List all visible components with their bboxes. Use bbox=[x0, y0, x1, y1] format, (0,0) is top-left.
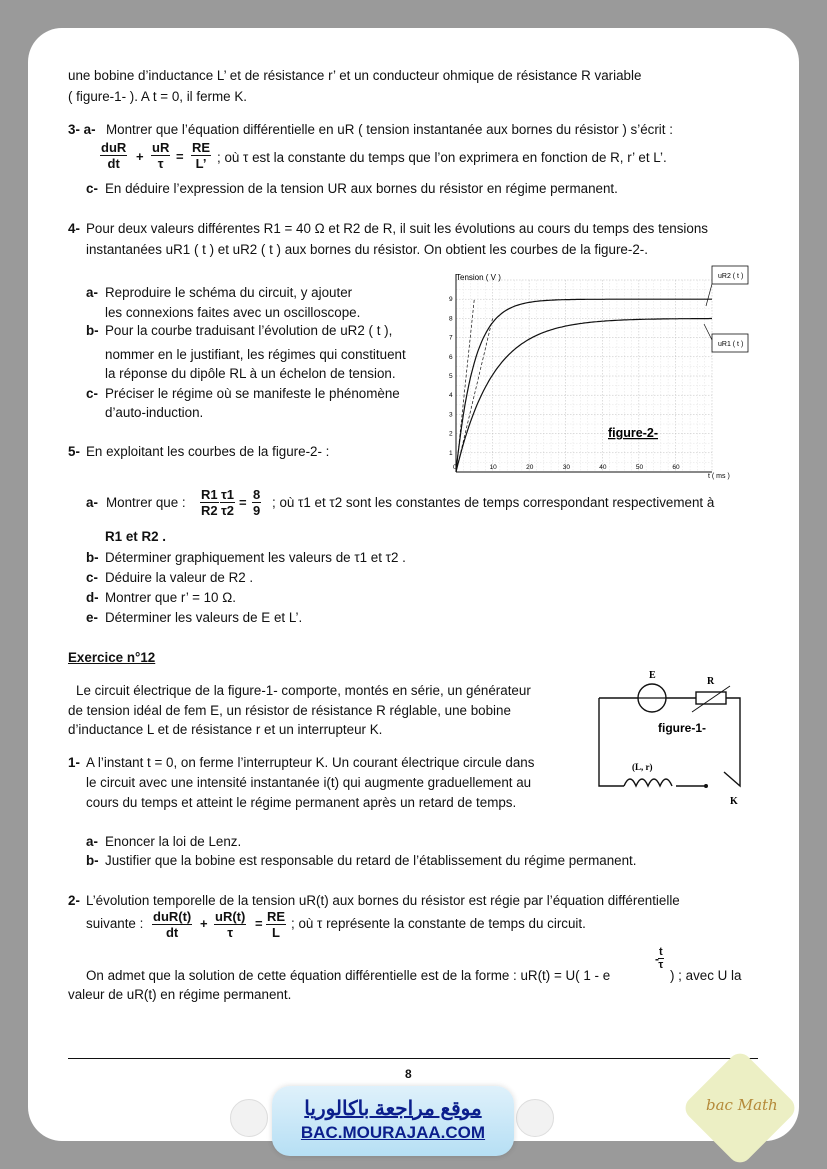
q5-c-label: c- bbox=[86, 570, 98, 585]
q4-label: 4- bbox=[68, 221, 80, 236]
curve-1 bbox=[456, 299, 712, 472]
ex12-q2-after: ; où τ représente la constante de temps du circuit. bbox=[291, 916, 586, 931]
y-tick-label: 6 bbox=[449, 353, 453, 361]
ex12-solution-line-1: On admet que la solution de cette équation différentielle est de la forme : uR(t) = U( 1 - e bbox=[86, 968, 611, 983]
q5-f-n1: R1 bbox=[201, 487, 218, 502]
intro-line-1: une bobine d’inductance L’ et de résistance r’ et un conducteur ohmique de résistance R variable bbox=[68, 68, 642, 83]
x-tick-label: 40 bbox=[599, 464, 607, 471]
q3-eq-frac-1 bbox=[100, 140, 127, 171]
q4-b-line-2: nommer en le justifiant, les régimes qui constituent bbox=[105, 347, 406, 362]
site-banner[interactable] bbox=[272, 1086, 514, 1156]
ex12-q2-pre: suivante : bbox=[86, 916, 144, 931]
ex12-p-line-2: de tension idéal de fem E, un résistor de résistance R réglable, une bobine bbox=[68, 703, 511, 718]
figure-1-caption: figure-1- bbox=[658, 721, 706, 735]
ex12-e-d1: dt bbox=[165, 925, 179, 940]
q5-f-equals: = bbox=[239, 495, 247, 510]
q3-eq-d1: dt bbox=[107, 156, 120, 171]
ex12-p-line-1: Le circuit électrique de la figure-1- comporte, montés en série, un générateur bbox=[76, 683, 531, 698]
ex12-exp-frac bbox=[658, 946, 664, 971]
q3-eq-n2: uR bbox=[152, 140, 170, 155]
site-url[interactable]: BAC.MOURAJAA.COM bbox=[300, 1123, 486, 1142]
curve-label-1: uR1 ( t ) bbox=[718, 341, 744, 348]
x-tick-label: 30 bbox=[562, 464, 570, 471]
q4-c-line-2: d’auto-induction. bbox=[105, 405, 204, 420]
q3-c-text: En déduire l’expression de la tension UR aux bornes du résistor en régime permanent. bbox=[105, 181, 618, 196]
chart-x-label: t ( ms ) bbox=[708, 473, 730, 480]
q4-b-line-3: la réponse du dipôle RL à un échelon de tension. bbox=[105, 366, 396, 381]
x-tick-label: 0 bbox=[453, 464, 457, 471]
q4-line-2: instantanées uR1 ( t ) et uR2 ( t ) aux bornes du résistor. On obtient les courbes de la figure-2-. bbox=[86, 242, 648, 257]
y-tick-label: 8 bbox=[449, 315, 453, 323]
resistor-symbol bbox=[696, 692, 726, 704]
site-name-arabic[interactable]: موقع مراجعة باكالوريا bbox=[304, 1098, 482, 1120]
page-number: 8 bbox=[405, 1067, 412, 1081]
ex12-solution-line-2: valeur de uR(t) en régime permanent. bbox=[68, 987, 292, 1002]
q5-a-text: Montrer que : bbox=[106, 495, 186, 510]
curve-label-2: uR2 ( t ) bbox=[718, 273, 744, 280]
q5-text: En exploitant les courbes de la figure-2- : bbox=[86, 444, 330, 459]
intro-line-2: ( figure-1- ). A t = 0, il ferme K. bbox=[68, 89, 247, 104]
ex12-eq-frac-1 bbox=[152, 909, 192, 940]
label-E: E bbox=[649, 670, 656, 681]
y-tick-label: 4 bbox=[449, 392, 453, 400]
figure-1-circuit bbox=[594, 662, 744, 812]
q4-c-label: c- bbox=[86, 386, 98, 401]
q4-c-line-1: Préciser le régime où se manifeste le phénomène bbox=[105, 386, 400, 401]
q5-frac-1 bbox=[200, 487, 219, 518]
q3-eq-after: ; où τ est la constante du temps que l’on exprimera en fonction de R, r’ et L’. bbox=[217, 150, 667, 165]
q5-e-label: e- bbox=[86, 610, 98, 625]
circuit-wires bbox=[599, 698, 740, 786]
q3-eq-plus: + bbox=[136, 149, 144, 164]
ex12-qb-label: b- bbox=[86, 853, 99, 868]
y-tick-label: 3 bbox=[449, 411, 453, 419]
ex12-eq-frac-3 bbox=[266, 909, 286, 940]
q5-a-label: a- bbox=[86, 495, 98, 510]
q5-label: 5- bbox=[68, 444, 80, 459]
q4-a-label: a- bbox=[86, 285, 98, 300]
q3-eq-n3: RE bbox=[192, 140, 211, 155]
x-tick-label: 60 bbox=[672, 464, 680, 471]
ex12-exp-minus: - bbox=[655, 952, 659, 966]
y-tick-label: 2 bbox=[449, 430, 453, 438]
q5-b-text: Déterminer graphiquement les valeurs de τ1 et τ2 . bbox=[105, 550, 406, 565]
ex12-q1-label: 1- bbox=[68, 755, 80, 770]
q5-f-d2: τ2 bbox=[221, 503, 235, 518]
x-tick-label: 20 bbox=[526, 464, 534, 471]
y-tick-label: 5 bbox=[449, 373, 453, 380]
ex12-p-line-3: d’inductance L et de résistance r et un interrupteur K. bbox=[68, 722, 383, 737]
curve-2 bbox=[456, 319, 712, 473]
q5-frac-2 bbox=[220, 487, 235, 518]
q4-line-1: Pour deux valeurs différentes R1 = 40 Ω et R2 de R, il suit les évolutions au cours du temps des tensions bbox=[86, 221, 708, 236]
q5-e-text: Déterminer les valeurs de E et L’. bbox=[105, 610, 303, 625]
ex12-q2-label: 2- bbox=[68, 893, 80, 908]
footer-rule bbox=[68, 1058, 758, 1059]
ex12-exp-d: τ bbox=[658, 959, 664, 971]
q5-f-d1: R2 bbox=[201, 503, 218, 518]
q5-f-d3: 9 bbox=[253, 503, 261, 518]
q5-frac-3 bbox=[252, 487, 261, 518]
q3-eq-d3: L’ bbox=[195, 156, 207, 171]
ex12-solution-line-1-end: ) ; avec U la bbox=[670, 968, 742, 983]
ex12-e-d3: L bbox=[272, 925, 280, 940]
ex12-qa-label: a- bbox=[86, 834, 98, 849]
q3-eq-equals: = bbox=[176, 149, 184, 164]
x-tick-label: 50 bbox=[635, 464, 644, 471]
ex12-exp-n: t bbox=[659, 946, 663, 958]
label-K: K bbox=[730, 796, 738, 807]
ex12-e-equals: = bbox=[255, 916, 263, 931]
y-tick-label: 7 bbox=[449, 334, 453, 342]
curve-label-pointer-2 bbox=[706, 284, 712, 306]
q5-a-after: ; où τ1 et τ2 sont les constantes de temps correspondant respectivement à bbox=[272, 495, 715, 510]
ex12-e-n2: uR(t) bbox=[215, 909, 246, 924]
figure-2-caption: figure-2- bbox=[608, 426, 658, 440]
ex12-q1-line-2: le circuit avec une intensité instantanée i(t) qui augmente graduellement au bbox=[86, 775, 532, 790]
chart-curves bbox=[456, 299, 712, 472]
ex12-q1-line-3: cours du temps et atteint le régime permanent après un retard de temps. bbox=[86, 795, 517, 810]
q3-eq-frac-3 bbox=[191, 140, 211, 171]
q4-b-line-1: Pour la courbe traduisant l’évolution de uR2 ( t ), bbox=[105, 323, 393, 338]
label-Lr: (L, r) bbox=[632, 762, 653, 772]
q5-f-n2: τ1 bbox=[221, 487, 235, 502]
y-tick-label: 9 bbox=[449, 296, 453, 304]
q5-f-n3: 8 bbox=[253, 487, 261, 502]
q3-a-text: Montrer que l’équation différentielle en uR ( tension instantanée aux bornes du résistor ) s’écrit : bbox=[106, 122, 673, 137]
q3-c-label: c- bbox=[86, 181, 98, 196]
bac-math-text: bac Math bbox=[706, 1096, 778, 1114]
chart-y-label: Tension ( V ) bbox=[456, 273, 501, 282]
ex12-qa-text: Enoncer la loi de Lenz. bbox=[105, 834, 242, 849]
ex12-e-d2: τ bbox=[227, 925, 234, 940]
q3-a-label: 3- a- bbox=[68, 122, 96, 137]
figure-2-chart bbox=[436, 262, 751, 482]
chart-grid bbox=[456, 280, 712, 472]
q4-b-label: b- bbox=[86, 323, 99, 338]
q3-eq-n1: duR bbox=[101, 140, 127, 155]
ex12-qb-text: Justifier que la bobine est responsable du retard de l’établissement du régime permanent. bbox=[105, 853, 637, 868]
q5-a-line-2: R1 et R2 . bbox=[105, 529, 167, 544]
q5-b-label: b- bbox=[86, 550, 99, 565]
q4-a-line-1: Reproduire le schéma du circuit, y ajouter bbox=[105, 285, 353, 300]
ex12-q1-line-1: A l’instant t = 0, on ferme l’interrupteur K. Un courant électrique circule dans bbox=[86, 755, 535, 770]
ex12-e-n3: RE bbox=[267, 909, 286, 924]
q5-d-label: d- bbox=[86, 590, 99, 605]
q4-a-line-2: les connexions faites avec un oscilloscope. bbox=[105, 305, 361, 320]
q3-eq-frac-2 bbox=[151, 140, 170, 171]
label-R: R bbox=[707, 676, 715, 687]
site-logo-right bbox=[516, 1099, 554, 1137]
y-tick-label: 1 bbox=[449, 449, 453, 457]
q5-d-text: Montrer que r’ = 10 Ω. bbox=[105, 590, 236, 605]
chart-ticks bbox=[449, 296, 680, 471]
q5-c-text: Déduire la valeur de R2 . bbox=[105, 570, 254, 585]
ex12-eq-frac-2 bbox=[214, 909, 246, 940]
ex12-e-n1: duR(t) bbox=[153, 909, 192, 924]
ex12-q2-line-1: L’évolution temporelle de la tension uR(t) aux bornes du résistor est régie par l’équation différentielle bbox=[86, 893, 680, 908]
x-tick-label: 10 bbox=[489, 464, 497, 471]
exercise-12-title: Exercice n°12 bbox=[68, 650, 156, 665]
ex12-e-plus: + bbox=[200, 916, 208, 931]
q3-eq-d2: τ bbox=[157, 156, 164, 171]
site-logo-left bbox=[230, 1099, 268, 1137]
